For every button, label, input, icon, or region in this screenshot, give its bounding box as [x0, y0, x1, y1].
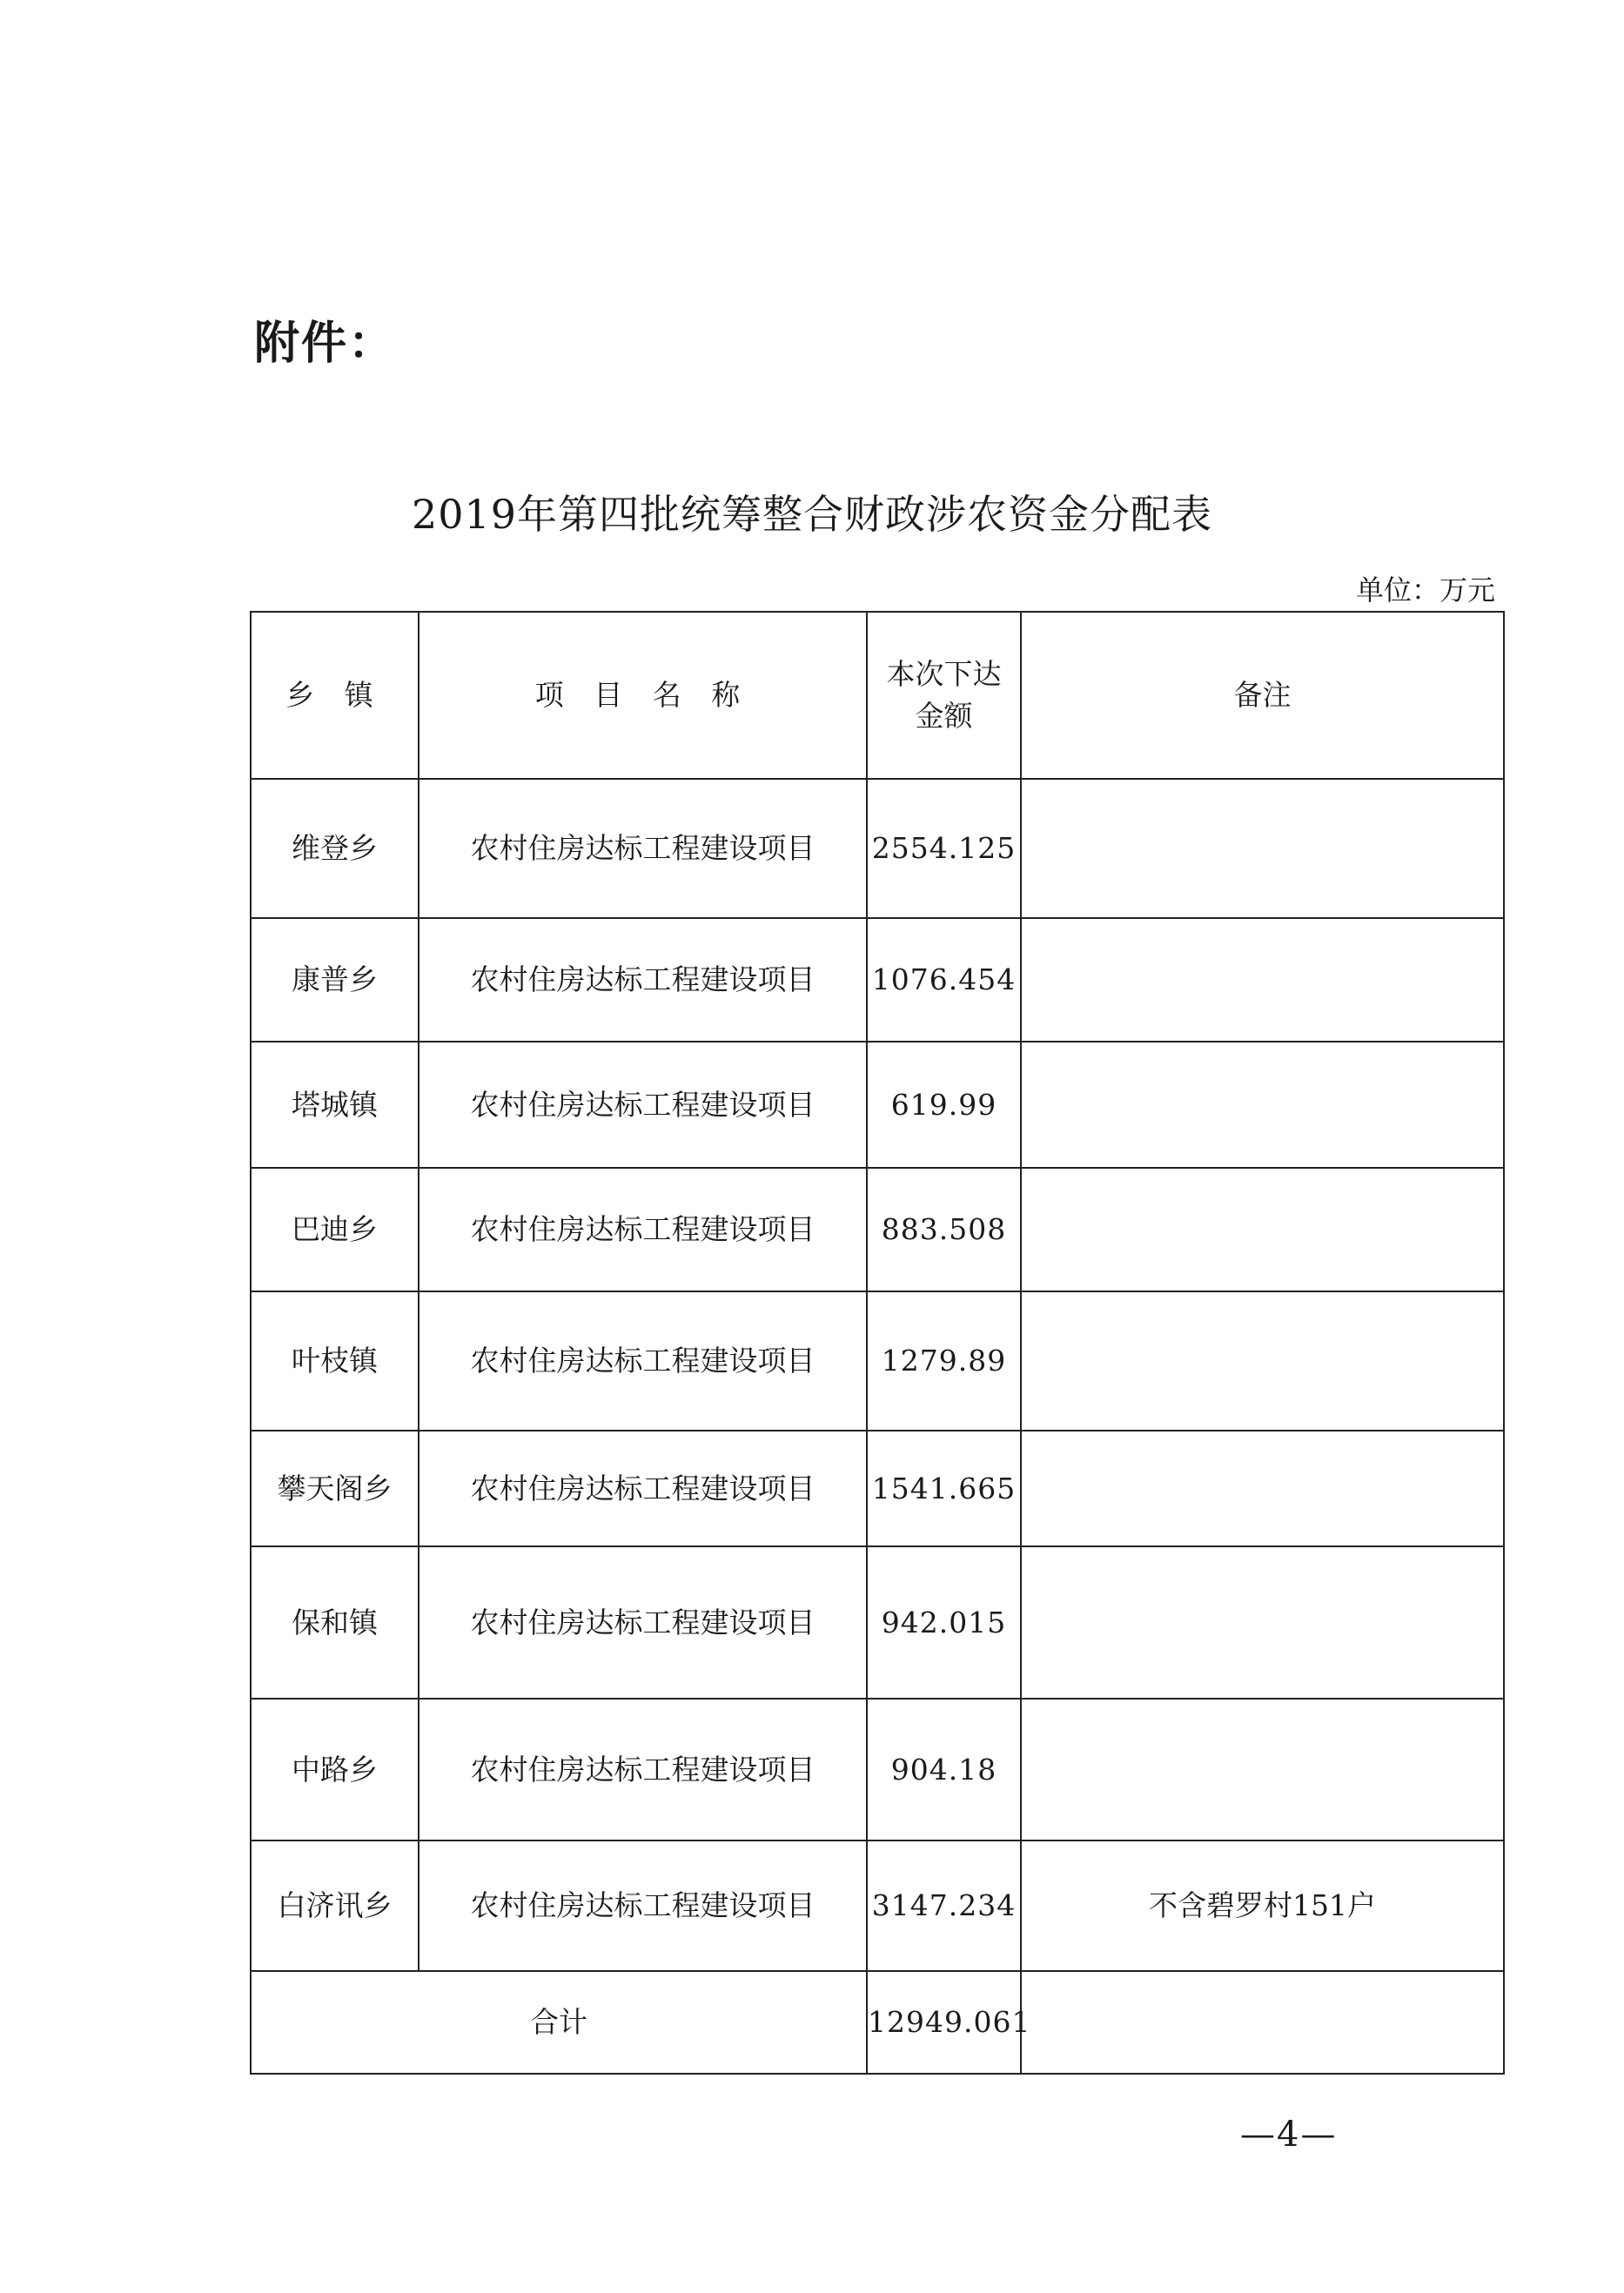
- total-label: 合计: [251, 1971, 867, 2074]
- header-amount: [867, 612, 1021, 779]
- total-row: [251, 1971, 1504, 2074]
- remark-cell: [1021, 1291, 1504, 1431]
- amount-cell: 1541.665: [867, 1431, 1021, 1546]
- remark-cell: [1021, 779, 1504, 918]
- project-cell: 农村住房达标工程建设项目: [419, 779, 867, 918]
- page-number: —4—: [1240, 2115, 1338, 2155]
- remark-cell: [1021, 918, 1504, 1042]
- project-cell: 农村住房达标工程建设项目: [419, 918, 867, 1042]
- table-header-row: [251, 612, 1504, 779]
- table-row: [251, 918, 1504, 1042]
- table-row: [251, 1431, 1504, 1546]
- header-amount-line1: 本次下达: [886, 657, 1002, 692]
- amount-cell: 3147.234: [867, 1840, 1021, 1971]
- town-cell: 中路乡: [251, 1699, 419, 1840]
- table-row: [251, 1840, 1504, 1971]
- header-remark: 备注: [1021, 612, 1504, 779]
- amount-cell: 883.508: [867, 1168, 1021, 1291]
- remark-cell: [1021, 1042, 1504, 1168]
- remark-cell: [1021, 1546, 1504, 1699]
- town-cell: 叶枝镇: [251, 1291, 419, 1431]
- table-row: [251, 1168, 1504, 1291]
- amount-cell: 619.99: [867, 1042, 1021, 1168]
- town-cell: 保和镇: [251, 1546, 419, 1699]
- remark-cell: [1021, 1699, 1504, 1840]
- project-cell: 农村住房达标工程建设项目: [419, 1431, 867, 1546]
- table-row: [251, 1042, 1504, 1168]
- table-row: [251, 1699, 1504, 1840]
- table-row: [251, 1546, 1504, 1699]
- project-cell: 农村住房达标工程建设项目: [419, 1168, 867, 1291]
- attachment-label: 附件：: [254, 318, 396, 370]
- project-cell: 农村住房达标工程建设项目: [419, 1699, 867, 1840]
- allocation-table: [250, 611, 1505, 2075]
- remark-cell: [1021, 1168, 1504, 1291]
- header-project: 项 目 名 称: [419, 612, 867, 779]
- total-amount: 12949.061: [867, 1971, 1021, 2074]
- table-row: [251, 779, 1504, 918]
- total-remark: [1021, 1971, 1504, 2074]
- project-cell: 农村住房达标工程建设项目: [419, 1840, 867, 1971]
- amount-cell: 1279.89: [867, 1291, 1021, 1431]
- town-cell: 维登乡: [251, 779, 419, 918]
- town-cell: 白济讯乡: [251, 1840, 419, 1971]
- amount-cell: 942.015: [867, 1546, 1021, 1699]
- remark-cell: 不含碧罗村151户: [1021, 1840, 1504, 1971]
- unit-label: 单位：万元: [1355, 573, 1495, 607]
- amount-cell: 2554.125: [867, 779, 1021, 918]
- header-amount-line2: 金额: [915, 699, 973, 733]
- amount-cell: 1076.454: [867, 918, 1021, 1042]
- project-cell: 农村住房达标工程建设项目: [419, 1291, 867, 1431]
- remark-cell: [1021, 1431, 1504, 1546]
- town-cell: 塔城镇: [251, 1042, 419, 1168]
- header-town: 乡 镇: [251, 612, 419, 779]
- town-cell: 巴迪乡: [251, 1168, 419, 1291]
- town-cell: 攀天阁乡: [251, 1431, 419, 1546]
- amount-cell: 904.18: [867, 1699, 1021, 1840]
- project-cell: 农村住房达标工程建设项目: [419, 1546, 867, 1699]
- document-title: 2019年第四批统筹整合财政涉农资金分配表: [411, 491, 1213, 538]
- table-row: [251, 1291, 1504, 1431]
- project-cell: 农村住房达标工程建设项目: [419, 1042, 867, 1168]
- town-cell: 康普乡: [251, 918, 419, 1042]
